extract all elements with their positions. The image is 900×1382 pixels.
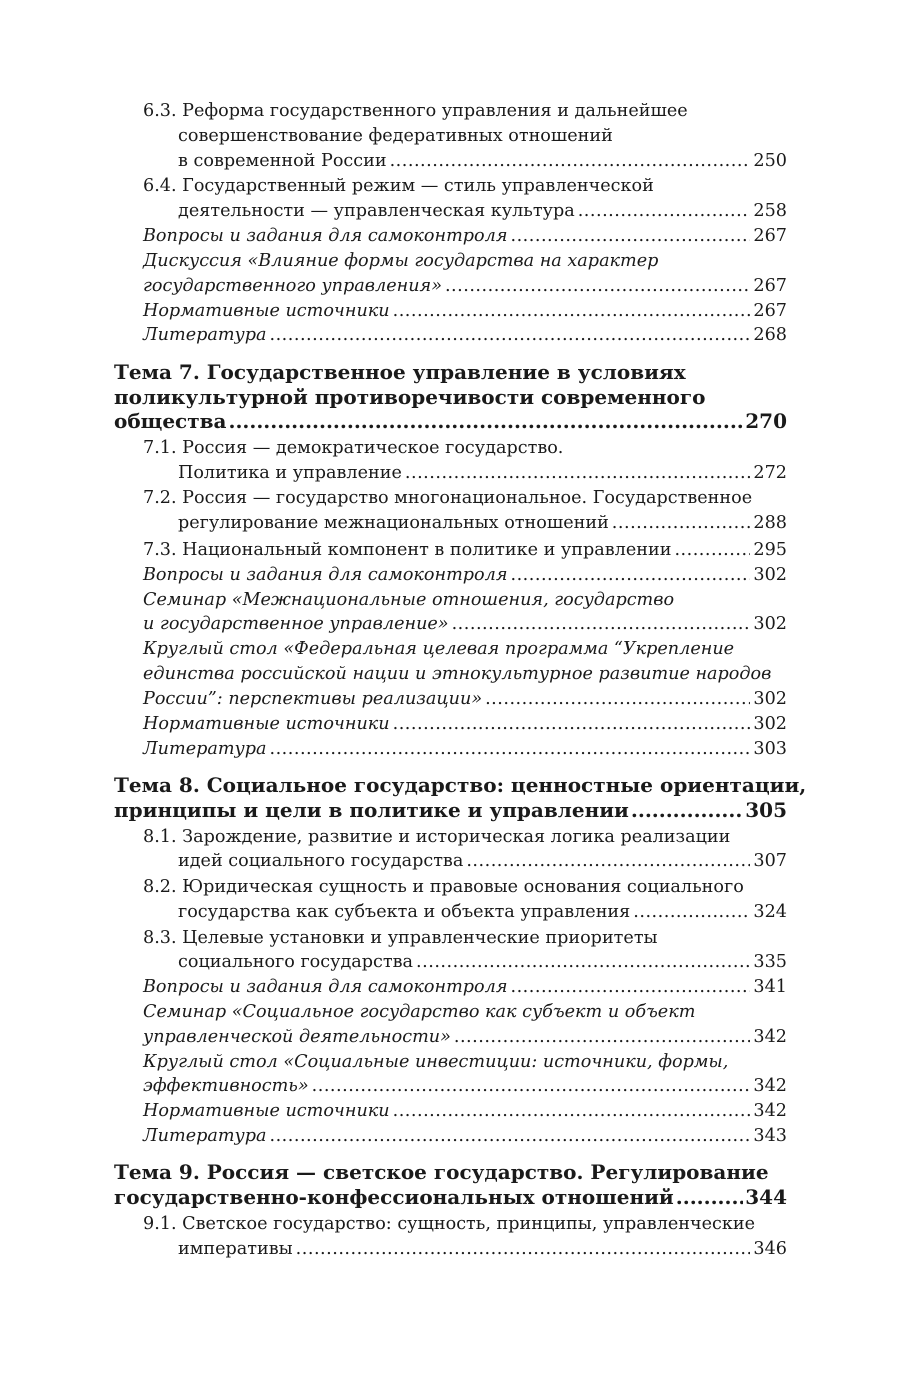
page-number: 272 (753, 463, 787, 483)
toc-entry-line (178, 952, 787, 972)
toc-entry-line (178, 513, 787, 533)
toc-misc-line (143, 251, 658, 271)
dot-leader (270, 1126, 751, 1146)
dot-leader (416, 952, 750, 972)
dot-leader (312, 1076, 751, 1096)
dot-leader (511, 565, 751, 585)
toc-entry-title: 8.1. Зарождение, развитие и историческая логика реализации (143, 827, 731, 847)
toc-entry-title: 7.2. Россия — государство многонациональное. Государственное (143, 488, 753, 508)
toc-entry-title: идей социального государства (178, 851, 464, 871)
toc-entry-line (143, 540, 787, 560)
toc-entry-title: Нормативные источники (143, 1101, 390, 1121)
page-number: 342 (753, 1101, 787, 1121)
dot-leader (633, 902, 750, 922)
page-number: 341 (753, 977, 787, 997)
toc-entry-title: Семинар «Межнациональные отношения, государство (143, 590, 675, 610)
page-number: 346 (753, 1239, 787, 1259)
dot-leader (296, 1239, 751, 1259)
toc-topic-line (114, 385, 705, 409)
page-number: 302 (753, 689, 787, 709)
toc-topic-line (114, 773, 806, 797)
page-number: 305 (745, 798, 787, 822)
page-number: 302 (753, 565, 787, 585)
toc-entry-title: Литература (143, 739, 267, 759)
toc-entry-title: 6.3. Реформа государственного управления и дальнейшее (143, 101, 688, 121)
toc-misc-line (143, 689, 787, 709)
page-number: 302 (753, 714, 787, 734)
toc-entry-line (178, 126, 613, 146)
dot-leader (393, 1101, 751, 1121)
toc-entry-title: Нормативные источники (143, 301, 390, 321)
toc-misc-line (143, 739, 787, 759)
toc-misc-line (143, 325, 787, 345)
dot-leader (612, 513, 751, 533)
toc-entry-line (143, 928, 658, 948)
toc-entry-title: совершенствование федеративных отношений (178, 126, 613, 146)
toc-entry-title: Семинар «Социальное государство как субъект и объект (143, 1002, 696, 1022)
toc-misc-line (143, 590, 674, 610)
dot-leader (452, 614, 751, 634)
toc-entry-line (143, 176, 654, 196)
page-number: 267 (753, 226, 787, 246)
toc-entry-title: Литература (143, 1126, 267, 1146)
page-number: 335 (753, 952, 787, 972)
toc-entry-title: государства как субъекта и объекта управления (178, 902, 631, 922)
page-number: 307 (753, 851, 787, 871)
page-number: 342 (753, 1027, 787, 1047)
toc-entry-title: Дискуссия «Влияние формы государства на характер (143, 251, 659, 271)
dot-leader (393, 301, 751, 321)
toc-entry-title: деятельности — управленческая культура (178, 201, 575, 221)
toc-entry-title: государственно-конфессиональных отношений (114, 1185, 674, 1209)
page-number: 302 (753, 614, 787, 634)
toc-entry-title: Политика и управление (178, 463, 402, 483)
toc-misc-line (143, 977, 787, 997)
toc-topic-line (114, 798, 787, 822)
page-number: 258 (753, 201, 787, 221)
toc-misc-line (143, 226, 787, 246)
toc-entry-title: регулирование межнациональных отношений (178, 513, 609, 533)
toc-entry-title: 8.2. Юридическая сущность и правовые основания социального (143, 877, 744, 897)
page-number: 342 (753, 1076, 787, 1096)
toc-entry-line (143, 488, 752, 508)
toc-entry-title: императивы (178, 1239, 293, 1259)
toc-misc-line (143, 276, 787, 296)
toc-entry-title: 7.3. Национальный компонент в политике и управлении (143, 540, 672, 560)
toc-entry-title: Вопросы и задания для самоконтроля (143, 977, 508, 997)
toc-entry-title: Круглый стол «Социальные инвестиции: источники, формы, (143, 1052, 729, 1072)
toc-entry-title: и государственное управление» (143, 614, 449, 634)
toc-entry-title: Литература (143, 325, 267, 345)
toc-entry-title: социального государства (178, 952, 414, 972)
toc-entry-title: Нормативные источники (143, 714, 390, 734)
toc-entry-title: 7.1. Россия — демократическое государство. (143, 438, 564, 458)
toc-entry-line (143, 877, 744, 897)
toc-entry-title: единства российской нации и этнокультурное развитие народов (143, 664, 772, 684)
toc-entry-line (178, 1239, 787, 1259)
toc-misc-line (143, 1126, 787, 1146)
dot-leader (270, 325, 751, 345)
page-number: 288 (753, 513, 787, 533)
toc-entry-title: Круглый стол «Федеральная целевая программа “Укрепление (143, 639, 735, 659)
dot-leader (485, 689, 750, 709)
toc-topic-line (114, 360, 686, 384)
toc-entry-line (178, 851, 787, 871)
toc-entry-title: Тема 9. Россия — светское государство. Регулирование (114, 1160, 769, 1184)
dot-leader (674, 540, 750, 560)
toc-topic-line (114, 1185, 787, 1209)
toc-entry-title: общества (114, 409, 227, 433)
toc-misc-line (143, 301, 787, 321)
toc-entry-title: 8.3. Целевые установки и управленческие приоритеты (143, 928, 658, 948)
toc-entry-title: 6.4. Государственный режим — стиль управленческой (143, 176, 654, 196)
dot-leader (631, 798, 743, 822)
toc-entry-title: России”: перспективы реализации» (143, 689, 483, 709)
dot-leader (454, 1027, 751, 1047)
page-number: 344 (745, 1185, 787, 1209)
toc-entry-title: Вопросы и задания для самоконтроля (143, 226, 508, 246)
page-number: 268 (753, 325, 787, 345)
toc-entry-line (178, 902, 787, 922)
toc-misc-line (143, 1052, 728, 1072)
toc-misc-line (143, 664, 771, 684)
dot-leader (445, 276, 750, 296)
page-number: 343 (753, 1126, 787, 1146)
toc-entry-title: Вопросы и задания для самоконтроля (143, 565, 508, 585)
toc-entry-line (143, 101, 688, 121)
page-number: 267 (753, 301, 787, 321)
dot-leader (511, 226, 751, 246)
dot-leader (405, 463, 751, 483)
toc-entry-line (143, 438, 563, 458)
toc-misc-line (143, 565, 787, 585)
dot-leader (393, 714, 751, 734)
toc-entry-line (143, 827, 730, 847)
toc-entry-title: управленческой деятельности» (143, 1027, 451, 1047)
toc-misc-line (143, 1076, 787, 1096)
toc-entry-line (178, 151, 787, 171)
page-number: 295 (753, 540, 787, 560)
toc-misc-line (143, 614, 787, 634)
toc-entry-line (178, 201, 787, 221)
dot-leader (466, 851, 750, 871)
page-number: 324 (753, 902, 787, 922)
dot-leader (676, 1185, 743, 1209)
toc-misc-line (143, 1101, 787, 1121)
dot-leader (511, 977, 751, 997)
dot-leader (270, 739, 751, 759)
toc-entry-title: в современной России (178, 151, 387, 171)
page-number: 303 (753, 739, 787, 759)
toc-entry-title: государственного управления» (143, 276, 442, 296)
toc-entry-title: Тема 8. Социальное государство: ценностные ориентации, (114, 773, 807, 797)
toc-misc-line (143, 714, 787, 734)
toc-entry-line (178, 463, 787, 483)
page-number: 267 (753, 276, 787, 296)
toc-entry-title: 9.1. Светское государство: сущность, принципы, управленческие (143, 1214, 756, 1234)
toc-entry-title: принципы и цели в политике и управлении (114, 798, 629, 822)
toc-topic-line (114, 1160, 769, 1184)
dot-leader (578, 201, 751, 221)
toc-topic-line (114, 409, 787, 433)
dot-leader (228, 409, 743, 433)
toc-entry-title: Тема 7. Государственное управление в условиях (114, 360, 686, 384)
toc-misc-line (143, 1002, 695, 1022)
page-number: 250 (753, 151, 787, 171)
toc-entry-line (143, 1214, 755, 1234)
toc-misc-line (143, 639, 734, 659)
toc-entry-title: эффективность» (143, 1076, 309, 1096)
toc-entry-title: поликультурной противоречивости современного (114, 385, 706, 409)
dot-leader (390, 151, 751, 171)
toc-misc-line (143, 1027, 787, 1047)
page-number: 270 (745, 409, 787, 433)
